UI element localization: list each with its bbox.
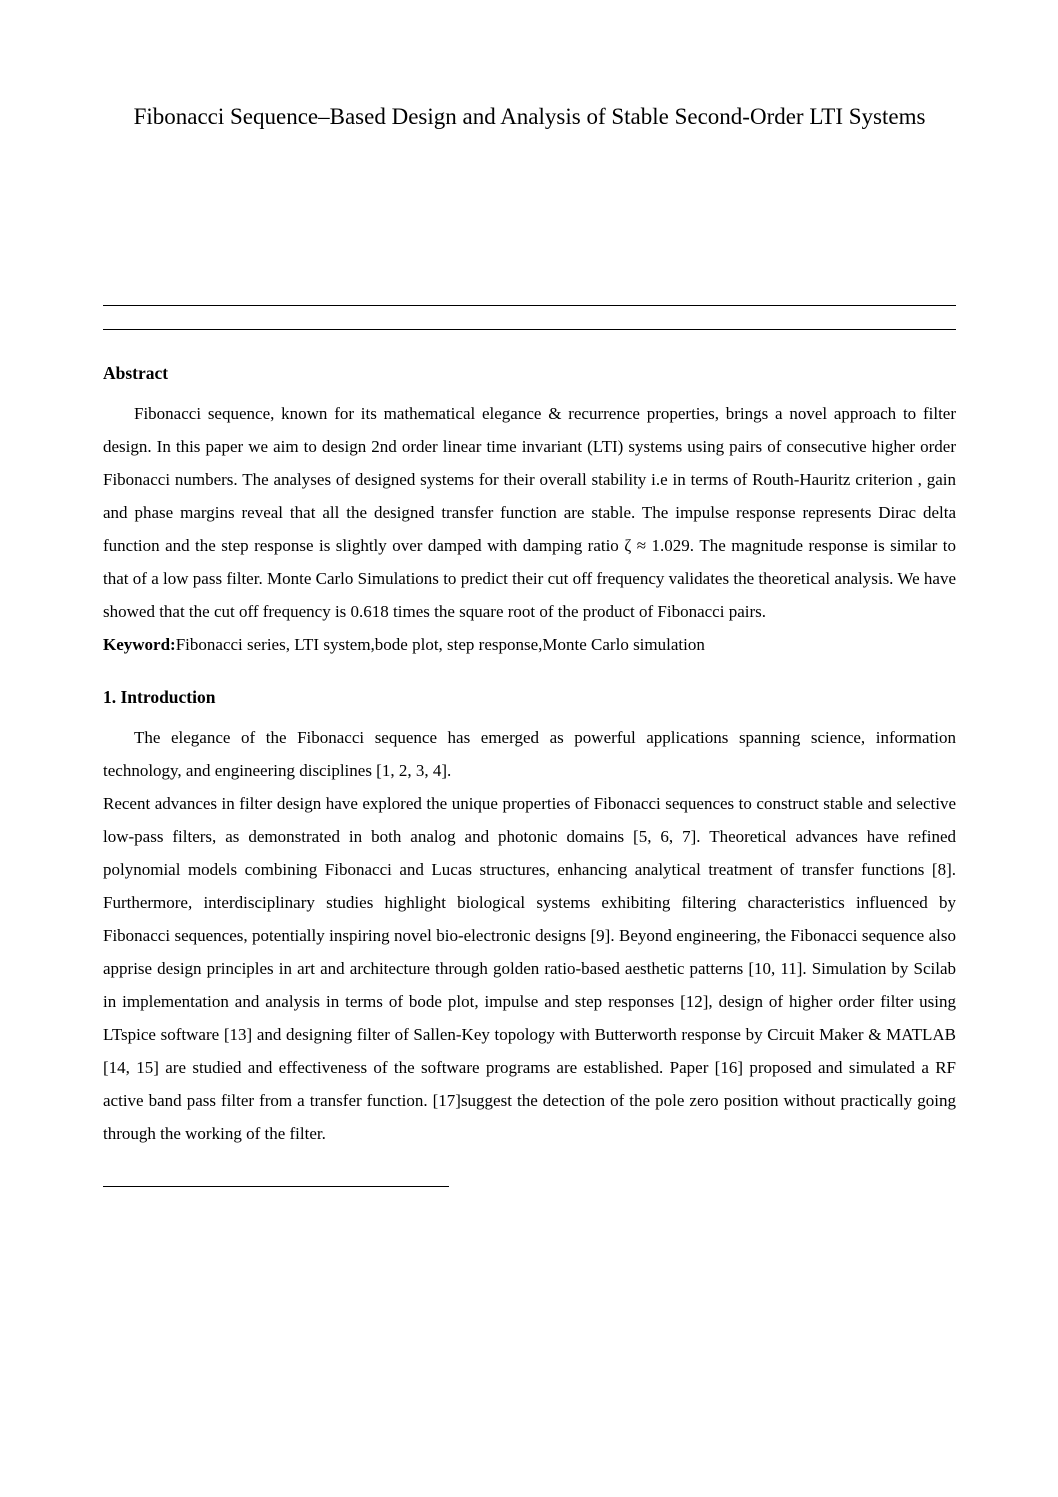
top-rule	[103, 305, 956, 306]
bottom-rule	[103, 329, 956, 330]
abstract-body: Fibonacci sequence, known for its mathematical elegance & recurrence properties, brings a novel approach to filter design. In this paper we aim to design 2nd order linear time invariant (LTI) systems using pairs of consecutive higher order Fibonacci numbers. The analyses of designed systems for their overall stability i.e in terms of Routh-Hauritz criterion , gain and phase margins reveal that all the designed transfer function are stable. The impulse response represents Dirac delta function and the step response is slightly over damped with damping ratio ζ ≈ 1.029. The magnitude response is similar to that of a low pass filter. Monte Carlo Simulations to predict their cut off frequency validates the theoretical analysis. We have showed that the cut off frequency is 0.618 times the square root of the product of Fibonacci pairs.	[103, 404, 956, 621]
intro-paragraph-2: Recent advances in filter design have explored the unique properties of Fibonacci sequences to construct stable and selective low-pass filters, as demonstrated in both analog and photonic domains [5, 6, 7]. Theoretical advances have refined polynomial models combining Fibonacci and Lucas structures, enhancing analytical treatment of transfer functions [8]. Furthermore, interdisciplinary studies highlight biological systems exhibiting filtering characteristics influenced by Fibonacci sequences, potentially inspiring novel bio-electronic designs [9]. Beyond engineering, the Fibonacci sequence also apprise design principles in art and architecture through golden ratio-based aesthetic patterns [10, 11]. Simulation by Scilab in implementation and analysis in terms of bode plot, impulse and step responses [12], design of higher order filter using LTspice software [13] and designing filter of Sallen-Key topology with Butterworth response by Circuit Maker & MATLAB [14, 15] are studied and effectiveness of the software programs are established. Paper [16] proposed and simulated a RF active band pass filter from a transfer function. [17]suggest the detection of the pole zero position without practically going through the working of the filter.	[103, 794, 956, 1143]
footnote-rule	[103, 1186, 449, 1187]
paper-title: Fibonacci Sequence–Based Design and Analysis of Stable Second-Order LTI Systems	[133, 104, 926, 129]
keyword-line	[103, 628, 956, 661]
keyword-label: Keyword:	[103, 635, 176, 654]
keyword-text: Fibonacci series, LTI system,bode plot, step response,Monte Carlo simulation	[175, 635, 705, 654]
abstract-heading: Abstract	[103, 363, 169, 383]
intro-paragraph-1: The elegance of the Fibonacci sequence has emerged as powerful applications spanning science, information technology, and engineering disciplines [1, 2, 3, 4].	[103, 728, 956, 780]
introduction-heading: 1. Introduction	[103, 687, 216, 707]
header-rules	[103, 305, 956, 330]
